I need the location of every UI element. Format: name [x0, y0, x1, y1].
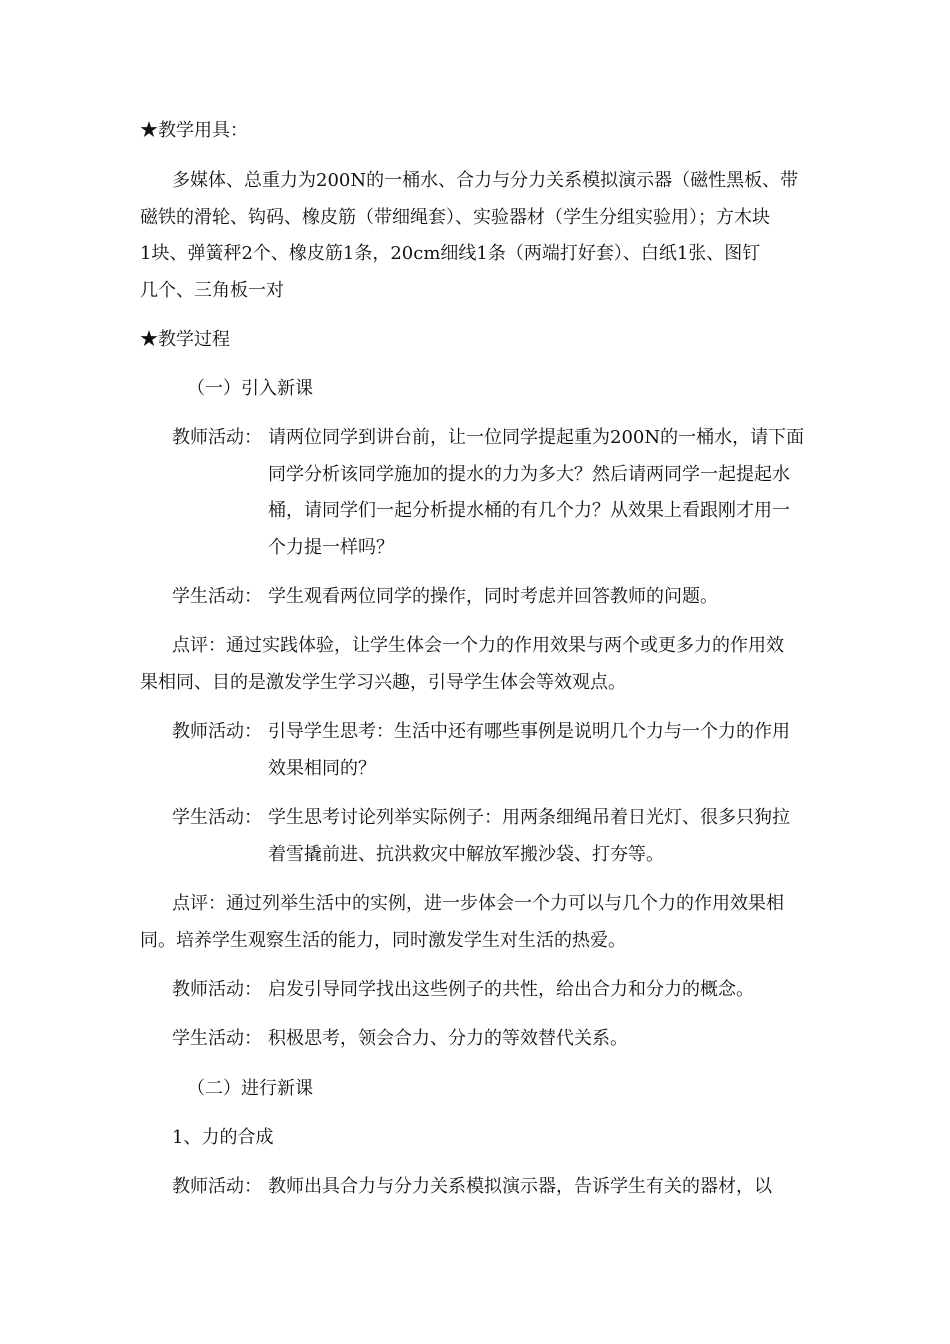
heading-teaching-process: ★教学过程 — [140, 329, 230, 350]
teacher1-line-4: 个力提一样吗？ — [268, 537, 394, 558]
student-activity-label: 学生活动： — [172, 586, 262, 607]
student2-line-2: 着雪撬前进、抗洪救灾中解放军搬沙袋、打夯等。 — [268, 844, 664, 865]
heading-teaching-tools: ★教学用具： — [140, 120, 248, 141]
student3-text: 积极思考，领会合力、分力的等效替代关系。 — [268, 1028, 628, 1049]
tools-line-4: 几个、三角板一对 — [140, 280, 284, 301]
teacher1-line-1: 请两位同学到讲台前，让一位同学提起重为200N的一桶水，请下面 — [268, 427, 805, 448]
teacher2-line-1: 引导学生思考：生活中还有哪些事例是说明几个力与一个力的作用 — [268, 721, 790, 742]
student-activity-label: 学生活动： — [172, 807, 262, 828]
teacher3-text: 启发引导同学找出这些例子的共性，给出合力和分力的概念。 — [268, 979, 754, 1000]
comment2-line-2: 同。培养学生观察生活的能力，同时激发学生对生活的热爱。 — [140, 930, 626, 951]
teacher-activity-label: 教师活动： — [172, 979, 262, 1000]
tools-line-3: 1块、弹簧秤2个、橡皮筋1条，20cm细线1条（两端打好套）、白纸1张、图钉 — [140, 243, 761, 264]
student2-line-1: 学生思考讨论列举实际例子：用两条细绳吊着日光灯、很多只狗拉 — [268, 807, 790, 828]
part1-title: （一）引入新课 — [187, 378, 313, 399]
student1-text: 学生观看两位同学的操作，同时考虑并回答教师的问题。 — [268, 586, 718, 607]
teacher1-line-2: 同学分析该同学施加的提水的力为多大？然后请两同学一起提起水 — [268, 464, 790, 485]
subsection1-title: 1、力的合成 — [172, 1127, 274, 1148]
student-activity-label: 学生活动： — [172, 1028, 262, 1049]
comment1-line-1: 点评：通过实践体验，让学生体会一个力的作用效果与两个或更多力的作用效 — [172, 635, 784, 656]
teacher4-text: 教师出具合力与分力关系模拟演示器，告诉学生有关的器材，以 — [268, 1176, 772, 1197]
tools-line-1: 多媒体、总重力为200N的一桶水、合力与分力关系模拟演示器（磁性黑板、带 — [172, 170, 799, 191]
comment2-line-1: 点评：通过列举生活中的实例，进一步体会一个力可以与几个力的作用效果相 — [172, 893, 784, 914]
teacher-activity-label: 教师活动： — [172, 721, 262, 742]
teacher2-line-2: 效果相同的？ — [268, 758, 376, 779]
part2-title: （二）进行新课 — [187, 1078, 313, 1099]
comment1-line-2: 果相同、目的是激发学生学习兴趣，引导学生体会等效观点。 — [140, 672, 626, 693]
tools-line-2: 磁铁的滑轮、钩码、橡皮筋（带细绳套）、实验器材（学生分组实验用）；方木块 — [140, 207, 770, 228]
teacher-activity-label: 教师活动： — [172, 427, 262, 448]
teacher-activity-label: 教师活动： — [172, 1176, 262, 1197]
teacher1-line-3: 桶，请同学们一起分析提水桶的有几个力？从效果上看跟刚才用一 — [268, 500, 790, 521]
